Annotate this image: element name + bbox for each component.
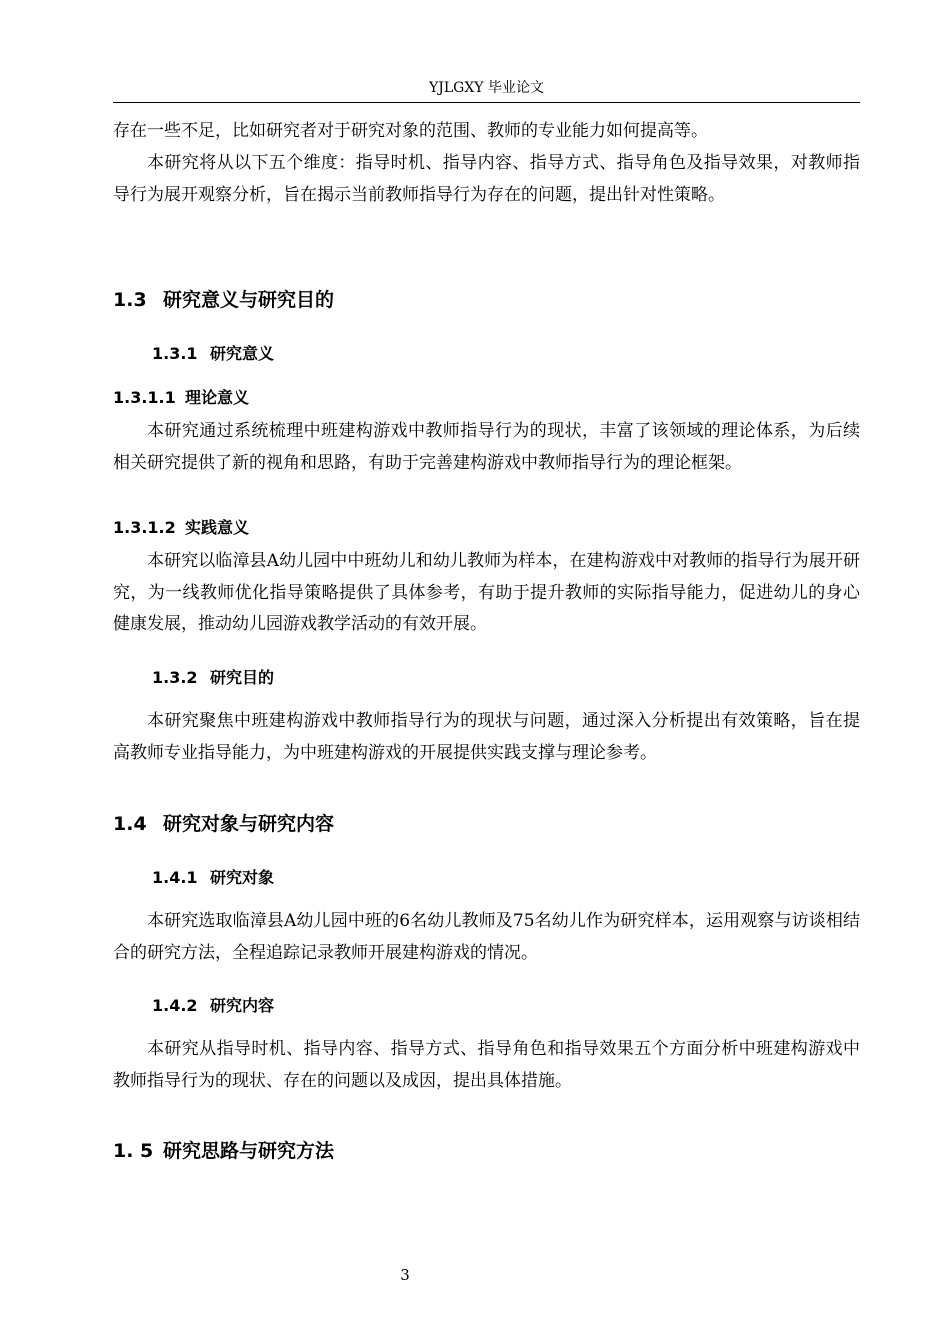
- section-number: 1.3.2: [152, 668, 198, 687]
- section-number: 1.4: [113, 813, 147, 835]
- section-title: 研究内容: [210, 996, 275, 1015]
- section-title: 实践意义: [185, 518, 250, 537]
- subsubsection-heading-1-3-1-2: [113, 516, 249, 540]
- paragraph: 本研究选取临漳县A幼儿园中班的6名幼儿教师及75名幼儿作为研究样本，运用观察与访谈相结合的研究方法，全程追踪记录教师开展建构游戏的情况。: [113, 911, 860, 963]
- section-number: 1.3.1: [152, 344, 198, 363]
- section-title: 研究意义: [210, 344, 275, 363]
- section-heading-1-5: [113, 1137, 334, 1165]
- paragraph: 本研究聚焦中班建构游戏中教师指导行为的现状与问题，通过深入分析提出有效策略，旨在提高教师专业指导能力，为中班建构游戏的开展提供实践支撑与理论参考。: [113, 711, 860, 763]
- header-divider: [113, 102, 860, 103]
- section-number: 1.4.1: [152, 868, 198, 887]
- page-number: 3: [400, 1266, 410, 1284]
- section-number: 1.4.2: [152, 996, 198, 1015]
- subsection-heading-1-4-2: [152, 994, 274, 1018]
- subsection-heading-1-3-1: [152, 342, 274, 366]
- running-header: YJLGXY 毕业论文: [429, 80, 544, 96]
- paragraph: 存在一些不足，比如研究者对于研究对象的范围、教师的专业能力如何提高等。: [113, 121, 708, 141]
- section-title: 研究意义与研究目的: [163, 289, 335, 311]
- section-title: 研究对象与研究内容: [163, 813, 335, 835]
- paragraph: 本研究通过系统梳理中班建构游戏中教师指导行为的现状，丰富了该领域的理论体系，为后续相关研究提供了新的视角和思路，有助于完善建构游戏中教师指导行为的理论框架。: [113, 421, 860, 473]
- paragraph: 本研究从指导时机、指导内容、指导方式、指导角色和指导效果五个方面分析中班建构游戏中教师指导行为的现状、存在的问题以及成因，提出具体措施。: [113, 1039, 860, 1091]
- subsubsection-heading-1-3-1-1: [113, 386, 249, 410]
- subsection-heading-1-4-1: [152, 866, 274, 890]
- section-title: 理论意义: [185, 388, 250, 407]
- section-number: 1.3.1.2: [113, 518, 176, 537]
- section-number: 1. 5: [113, 1140, 154, 1162]
- section-title: 研究目的: [210, 668, 275, 687]
- section-title: 研究思路与研究方法: [163, 1140, 335, 1162]
- paragraph: 本研究将从以下五个维度：指导时机、指导内容、指导方式、指导角色及指导效果，对教师指导行为展开观察分析，旨在揭示当前教师指导行为存在的问题，提出针对性策略。: [113, 153, 860, 205]
- subsection-heading-1-3-2: [152, 666, 274, 690]
- section-heading-1-4: [113, 810, 334, 838]
- section-heading-1-3: [113, 286, 334, 314]
- section-title: 研究对象: [210, 868, 275, 887]
- section-number: 1.3: [113, 289, 147, 311]
- paragraph: 本研究以临漳县A幼儿园中中班幼儿和幼儿教师为样本，在建构游戏中对教师的指导行为展开研究，为一线教师优化指导策略提供了具体参考，有助于提升教师的实际指导能力，促进幼儿的身心健康发展，推动幼儿园游戏教学活动的有效开展。: [113, 551, 860, 634]
- section-number: 1.3.1.1: [113, 388, 176, 407]
